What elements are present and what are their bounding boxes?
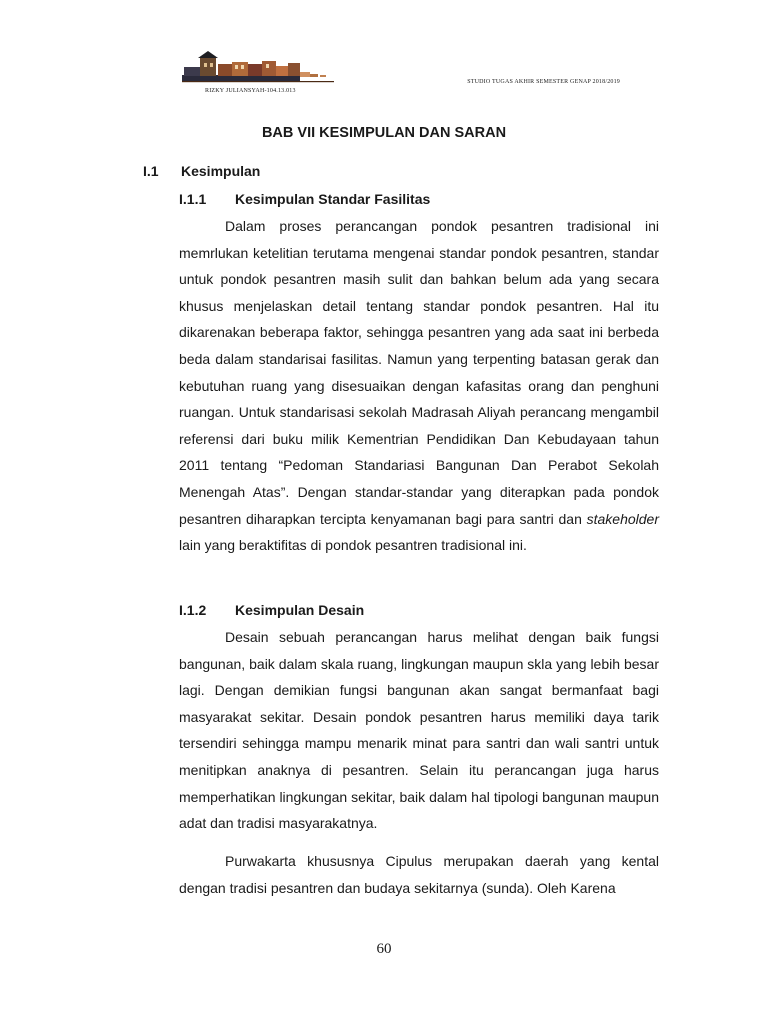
subsection-heading	[179, 602, 364, 618]
section-number: I.1	[143, 163, 159, 179]
subsection-heading	[179, 191, 430, 207]
subsection-number: I.1.1	[179, 191, 207, 207]
paragraph-text: Purwakarta khususnya Cipulus merupakan daerah yang kental dengan tradisi pesantren dan budaya sekitarnya (sunda). Oleh Karena	[179, 853, 659, 896]
section-heading	[143, 163, 260, 179]
paragraph	[179, 213, 659, 559]
page-number: 60	[376, 941, 392, 957]
header-author: RIZKY JULIANSYAH-104.13.013	[205, 88, 296, 94]
section-title: Kesimpulan	[181, 163, 261, 179]
header-logo-illustration	[182, 50, 334, 86]
subsection-number: I.1.2	[179, 602, 207, 618]
header-studio-label: STUDIO TUGAS AKHIR SEMESTER GENAP 2018/2019	[467, 79, 620, 85]
paragraph-italic-term: stakeholder	[586, 510, 659, 527]
chapter-title: BAB VII KESIMPULAN DAN SARAN	[261, 125, 507, 141]
subsection-title: Kesimpulan Desain	[235, 602, 365, 618]
paragraph	[179, 624, 659, 837]
paragraph	[179, 848, 659, 901]
page-header	[0, 0, 768, 110]
paragraph-text: Dalam proses perancangan pondok pesantren tradisional ini memrlukan ketelitian terutama mengenai standar pondok pesantren, standar untuk pondok pesantren masih sulit dan bahkan belum ada yang secara khusus menjelaskan detail tentang standar pondok pesantren. Hal itu dikarenakan beberapa faktor, sehingga pesantren yang ada saat ini berbeda beda dalam standarisai fasilitas. Namun yang terpenting batasan gerak dan kebutuhan ruang yang disesuaikan dengan kafasitas orang dan penghuni ruangan. Untuk standarisasi sekolah Madrasah Aliyah perancang mengambil referensi dari buku milik Kementrian Pendidikan Dan Kebudayaan tahun 2011 tentang “Pedoman Standariasi Bangunan Dan Perabot Sekolah Menengah Atas”. Dengan standar-standar yang diterapkan pada pondok pesantren diharapkan tercipta kenyamanan bagi para santri dan	[179, 218, 659, 527]
paragraph-text: lain yang beraktifitas di pondok pesantren tradisional ini.	[179, 537, 527, 554]
subsection-title: Kesimpulan Standar Fasilitas	[235, 191, 431, 207]
paragraph-text: Desain sebuah perancangan harus melihat dengan baik fungsi bangunan, baik dalam skala ruang, lingkungan maupun skla yang lebih besar lagi. Dengan demikian fungsi bangunan akan sangat bermanfaat bagi masyarakat sekitar. Desain pondok pesantren harus memiliki daya tarik tersendiri sehingga mampu menarik minat para santri dan wali santri untuk menitipkan anaknya di pesantren. Selain itu perancangan juga harus memperhatikan lingkungan sekitar, baik dalam hal tipologi bangunan maupun adat dan tradisi masyarakatnya.	[179, 629, 659, 832]
